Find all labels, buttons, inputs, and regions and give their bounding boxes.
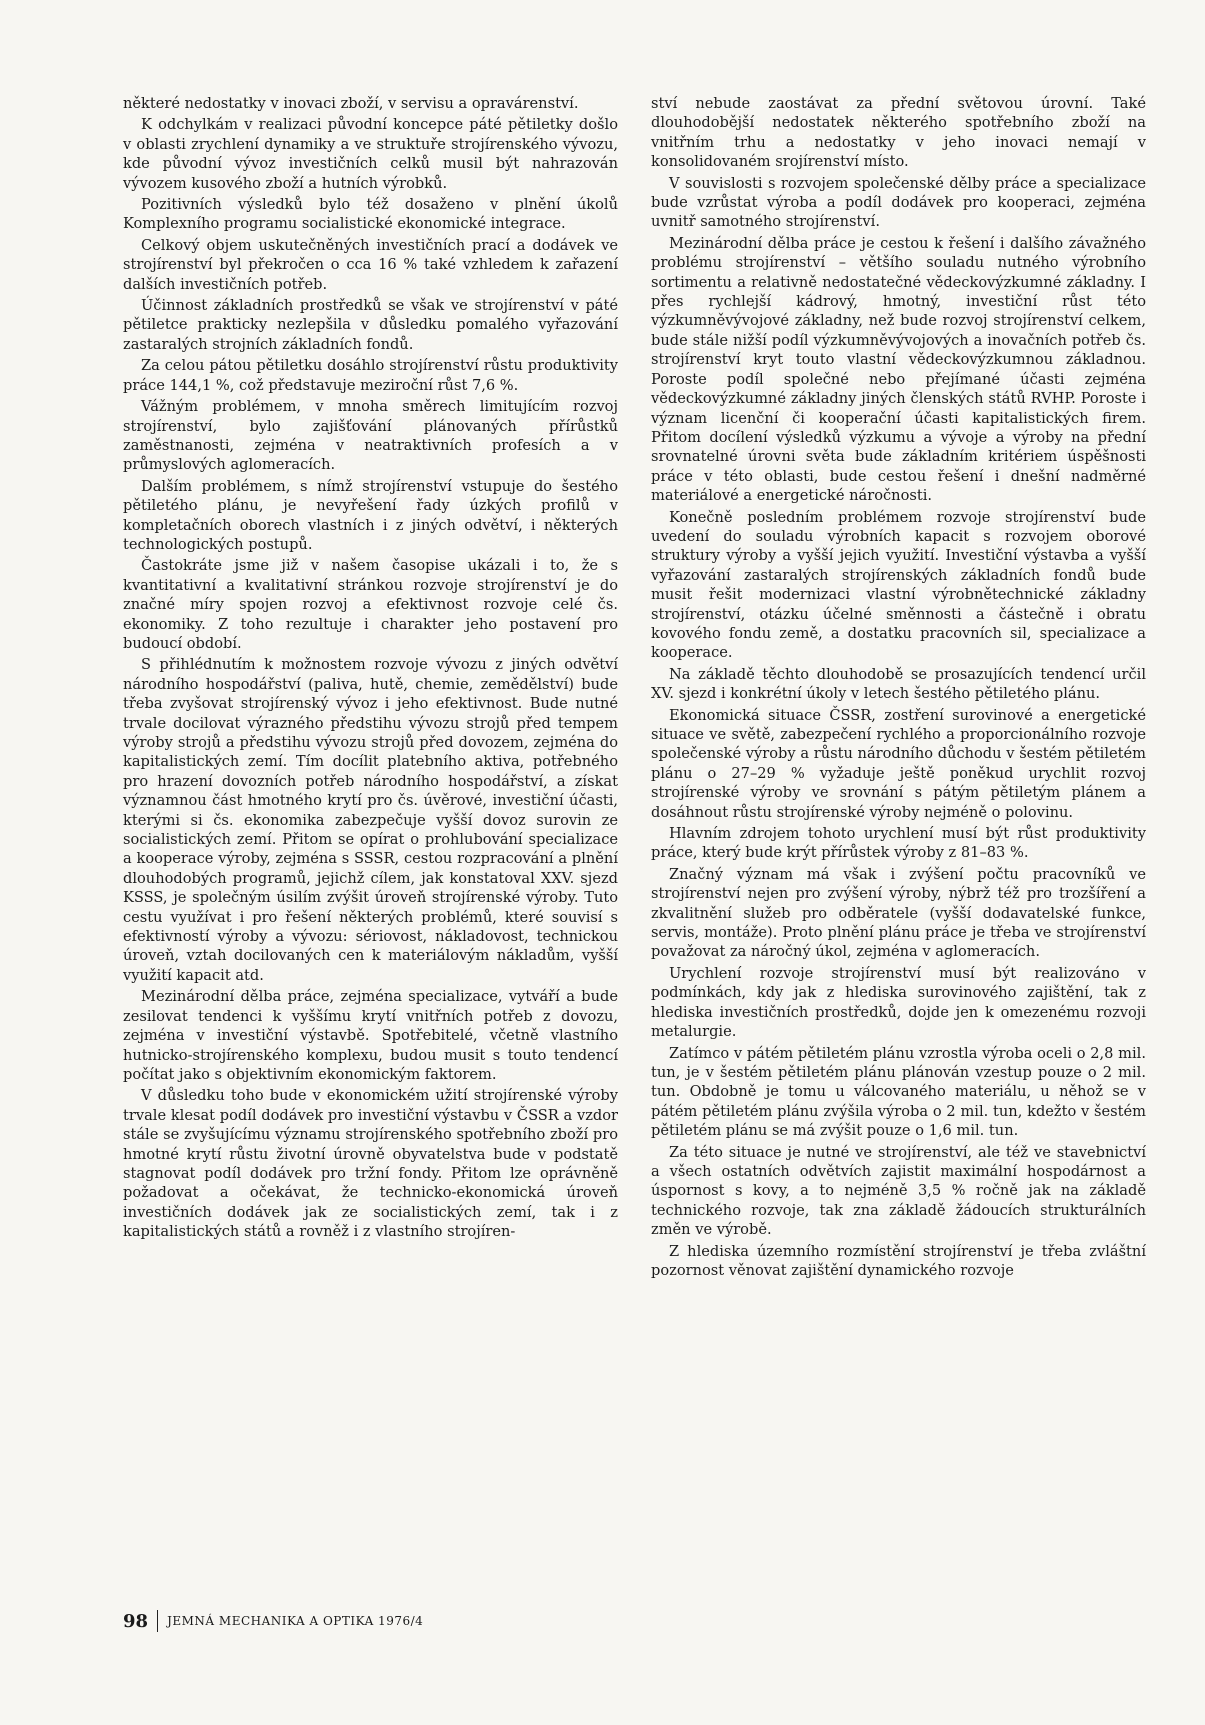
paragraph: Za této situace je nutné ve strojírenství, ale též ve stavebnictví a všech ostatních odvětvích zajistit maximální hospodárnost a úspornost s kovy, a to nejméně 3,5 % ročně jak na základě technického rozvoje, tak zna základě žádoucích strukturálních změn ve výrobě. bbox=[651, 1143, 1146, 1239]
footer-divider bbox=[157, 1610, 158, 1632]
paragraph: K odchylkám v realizaci původní koncepce páté pětiletky došlo v oblasti zrychlení dynamiky a ve struktuře strojírenského vývozu, kde původní vývoz investičních celků musil být nahrazován vývozem kusového zboží a hutních výrobků. bbox=[123, 116, 618, 192]
paragraph: Urychlení rozvoje strojírenství musí být realizováno v podmínkách, kdy jak z hlediska surovinového zajištění, tak z hlediska investičních prostředků, dojde jen k omezenému rozvoji metalurgie. bbox=[651, 964, 1146, 1041]
journal-title: JEMNÁ MECHANIKA A OPTIKA 1976/4 bbox=[167, 1614, 424, 1628]
paragraph: Účinnost základních prostředků se však ve strojírenství v páté pětiletce prakticky nezlepšila v důsledku pomalého vyřazování zastaralých strojních základních fondů. bbox=[123, 297, 618, 353]
paragraph: ství nebude zaostávat za přední světovou úrovní. Také dlouhodobější nedostatek některého spotřebního zboží na vnitřním trhu a nedostatky v jeho inovaci nemají v konsolidovaném srojírenství místo. bbox=[651, 95, 1146, 171]
paragraph: Vážným problémem, v mnoha směrech limitujícím rozvoj strojírenství, bylo zajišťování plánovaných přírůstků zaměstnanosti, zejména v neatraktivních profesích a v průmyslových aglomeracích. bbox=[123, 398, 618, 474]
paragraph: Hlavním zdrojem tohoto urychlení musí být růst produktivity práce, který bude krýt přírůstek výroby z 81–83 %. bbox=[651, 825, 1146, 862]
paragraph: Z hlediska územního rozmístění strojírenství je třeba zvláštní pozornost věnovat zajištění dynamického rozvoje bbox=[651, 1242, 1146, 1279]
paragraph: Značný význam má však i zvýšení počtu pracovníků ve strojírenství nejen pro zvýšení výroby, nýbrž též pro trozšíření a zkvalitnění služeb pro odběratele (vyšší dodavatelské funkce, servis, montáže). Proto plnění plánu práce je třeba ve strojírenství považovat za náročný úkol, zejména v aglomeracích. bbox=[651, 865, 1146, 961]
paragraph: V důsledku toho bude v ekonomickém užití strojírenské výroby trvale klesat podíl dodávek pro investiční výstavbu v ČSSR a vzdor stále se zvyšujícímu významu strojírenského spotřebního zboží pro hmotné krytí růstu životní úrovně obyvatelstva bude v podstatě stagnovat podíl dodávek pro tržní fondy. Přitom lze oprávněně požadovat a očekávat, že technicko-ekonomická úroveň investičních dodávek jak ze socialistických zemí, tak i z kapitalistických států a rovněž i z vlastního strojíren- bbox=[123, 1087, 618, 1241]
paragraph: Zatímco v pátém pětiletém plánu vzrostla výroba oceli o 2,8 mil. tun, je v šestém pětiletém plánu plánován vzestup pouze o 2 mil. tun. Obdobně je tomu u válcovaného materiálu, u něhož se v pátém pětiletém plánu zvýšila výroba o 2 mil. tun, kdežto v šestém pětiletém plánu se má zvýšit pouze o 1,6 mil. tun. bbox=[651, 1044, 1146, 1140]
left-column bbox=[123, 94, 618, 1244]
page-footer bbox=[123, 1610, 423, 1632]
paragraph: V souvislosti s rozvojem společenské dělby práce a specializace bude vzrůstat výroba a podíl dodávek pro kooperaci, zejména uvnitř samotného strojírenství. bbox=[651, 174, 1146, 231]
paragraph: Pozitivních výsledků bylo též dosaženo v plnění úkolů Komplexního programu socialistické ekonomické integrace. bbox=[123, 196, 618, 233]
right-column bbox=[651, 94, 1146, 1282]
paragraph: Na základě těchto dlouhodobě se prosazujících tendencí určil XV. sjezd i konkrétní úkoly v letech šestého pětiletého plánu. bbox=[651, 665, 1146, 703]
paragraph: Mezinárodní dělba práce, zejména specializace, vytváří a bude zesilovat tendenci k vyššímu krytí vnitřních potřeb z dovozu, zejména v investiční výstavbě. Spotřebitelé, včetně vlastního hutnicko-strojírenského komplexu, budou musit s touto tendencí počítat jako s objektivním ekonomickým faktorem. bbox=[123, 988, 618, 1083]
paragraph: Častokráte jsme již v našem časopise ukázali i to, že s kvantitativní a kvalitativní stránkou rozvoje strojírenství je do značné míry spojen rozvoj a efektivnost rozvoje celé čs. ekonomiky. Z toho rezultuje i charakter jeho postavení pro budoucí období. bbox=[123, 557, 618, 652]
paragraph: Mezinárodní dělba práce je cestou k řešení i dalšího závažného problému strojírenství – většího souladu nutného výrobního sortimentu a relativně nedostatečné vědeckovýzkumné základny. I přes rychlejší kádrový, hmotný, investiční růst této výzkumněvývojové základny, než bude rozvoj strojírenství celkem, bude stále nižší podíl výzkumněvývojových a inovačních potřeb čs. strojírenství kryt touto vlastní vědeckovýzkumnou základnou. Poroste podíl společné nebo přejímané účasti zejména vědeckovýzkumné základny jiných členských států RVHP. Poroste i význam licenční či kooperační účasti kapitalistických firem. Přitom docílení výsledků výzkumu a vývoje a výroby na přední srovnatelné úrovni světa bude základním kritériem úspěšnosti práce v této oblasti, bude cestou řešení i dnešní nadměrné materiálové a energetické náročnosti. bbox=[651, 234, 1146, 505]
paragraph: Celkový objem uskutečněných investičních prací a dodávek ve strojírenství byl překročen o cca 16 % také vzhledem k zařazení dalších investičních potřeb. bbox=[123, 236, 618, 293]
page-number: 98 bbox=[123, 1610, 149, 1632]
paragraph: S přihlédnutím k možnostem rozvoje vývozu z jiných odvětví národního hospodářství (paliva, hutě, chemie, zemědělství) bude třeba zvyšovat strojírenský vývoz i jeho efektivnost. Bude nutné trvale docilovat výrazného předstihu vývozu strojů před tempem výroby strojů a předstihu vývozu strojů před dovozem, zejména do kapitalistických zemí. Tím docílit platebního aktiva, potřebného pro hrazení dovozních potřeb národního hospodářství, a získat významnou část hmotného krytí pro čs. úvěrové, investiční účasti, kterými si čs. ekonomika zabezpečuje vyšší dovoz surovin ze socialistických zemí. Přitom se opírat o prohlubování specializace a kooperace výroby, zejména s SSSR, cestou rozpracování a plnění dlouhodobých programů, jejichž cílem, jak konstatoval XXV. sjezd KSSS, je společným úsilím zvýšit úroveň strojírenské výroby. Tuto cestu využívat i pro řešení některých problémů, které souvisí s efektivností výroby a vývozu: sériovost, nákladovost, technickou úroveň, vztah docilovaných cen k materiálovým nákladům, vyšší využití kapacit atd. bbox=[123, 656, 618, 984]
paragraph: Za celou pátou pětiletku dosáhlo strojírenství růstu produktivity práce 144,1 %, což představuje meziroční růst 7,6 %. bbox=[123, 357, 618, 394]
paragraph: některé nedostatky v inovaci zboží, v servisu a opravárenství. bbox=[123, 95, 579, 112]
paragraph: Ekonomická situace ČSSR, zostření surovinové a energetické situace ve světě, zabezpečení rychlého a proporcionálního rozvoje společenské výroby a růstu národního důchodu v šestém pětiletém plánu o 27–29 % vyžaduje ještě poněkud urychlit rozvoj strojírenské výroby ve srovnání s pátým pětiletým plánem a dosáhnout růstu strojírenské výroby nejméně o polovinu. bbox=[651, 706, 1146, 821]
paragraph: Konečně posledním problémem rozvoje strojírenství bude uvedení do souladu výrobních kapacit s rozvojem oborové struktury výroby a vyšší jejich využití. Investiční výstavba a vyšší vyřazování zastaralých strojírenských základních fondů bude musit řešit modernizaci vlastní výrobnětechnické základny strojírenství, otázku účelné směnnosti a částečně i obratu kovového fondu země, a dostatku pracovních sil, specializace a kooperace. bbox=[651, 508, 1146, 662]
paragraph: Dalším problémem, s nímž strojírenství vstupuje do šestého pětiletého plánu, je nevyřešení řady úzkých profilů v kompletačních oborech vlastních i z jiných odvětví, i některých technologických postupů. bbox=[123, 477, 618, 553]
